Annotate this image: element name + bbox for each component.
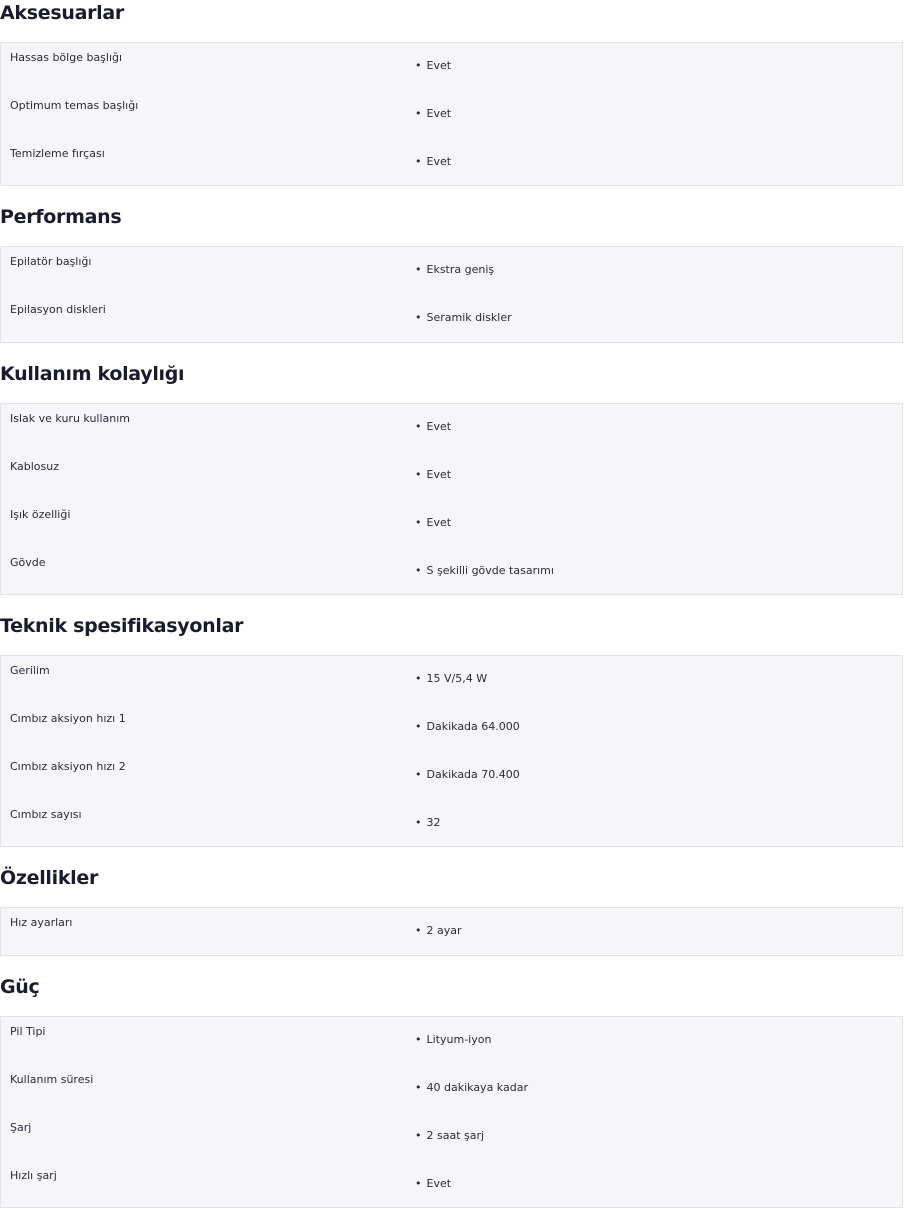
bullet-icon: • [415, 516, 422, 529]
spec-table-guc [0, 1016, 903, 1208]
spec-value-item [415, 107, 451, 120]
spec-row [1, 1017, 902, 1065]
spec-label: Işık özelliği [10, 508, 71, 521]
spec-value-item [415, 672, 487, 685]
spec-value-item [415, 59, 451, 72]
section-title-performans: Performans [0, 206, 122, 228]
spec-value: Evet [426, 1177, 452, 1190]
bullet-icon: • [415, 468, 422, 481]
spec-label: Cımbız aksiyon hızı 1 [10, 712, 126, 725]
bullet-icon: • [415, 155, 422, 168]
spec-value: 15 V/5,4 W [426, 672, 488, 685]
bullet-icon: • [415, 263, 422, 276]
bullet-icon: • [415, 672, 422, 685]
spec-table-aksesuarlar [0, 42, 903, 186]
bullet-icon: • [415, 720, 422, 733]
spec-row [1, 1065, 902, 1113]
spec-label: Temizleme fırçası [10, 147, 105, 160]
bullet-icon: • [415, 420, 422, 433]
bullet-icon: • [415, 1081, 422, 1094]
spec-row [1, 91, 902, 139]
spec-value-item [415, 1177, 451, 1190]
spec-label: Islak ve kuru kullanım [10, 412, 131, 425]
spec-value: Evet [426, 107, 452, 120]
spec-value-item [415, 155, 451, 168]
spec-row [1, 908, 902, 956]
spec-row [1, 800, 902, 848]
spec-value: Evet [426, 155, 452, 168]
section-title-guc: Güç [0, 976, 40, 998]
spec-label: Gerilim [10, 664, 50, 677]
spec-value-item [415, 468, 451, 481]
spec-value-item [415, 768, 520, 781]
spec-row [1, 43, 902, 91]
spec-value: Evet [426, 420, 452, 433]
bullet-icon: • [415, 1129, 422, 1142]
bullet-icon: • [415, 1177, 422, 1190]
spec-value: Dakikada 70.400 [426, 768, 520, 781]
spec-value: Lityum-iyon [426, 1033, 492, 1046]
spec-value: 2 ayar [426, 924, 462, 937]
spec-label: Cımbız aksiyon hızı 2 [10, 760, 126, 773]
spec-row [1, 139, 902, 187]
spec-value-item [415, 1081, 528, 1094]
spec-label: Hassas bölge başlığı [10, 51, 123, 64]
bullet-icon: • [415, 816, 422, 829]
spec-value: S şekilli gövde tasarımı [426, 564, 554, 577]
bullet-icon: • [415, 564, 422, 577]
spec-value: 32 [426, 816, 441, 829]
spec-label: Optimum temas başlığı [10, 99, 139, 112]
bullet-icon: • [415, 311, 422, 324]
spec-value: Evet [426, 516, 452, 529]
spec-label: Epilasyon diskleri [10, 303, 106, 316]
spec-row [1, 247, 902, 295]
spec-value: Dakikada 64.000 [426, 720, 520, 733]
bullet-icon: • [415, 768, 422, 781]
spec-row [1, 404, 902, 452]
spec-value: 40 dakikaya kadar [426, 1081, 528, 1094]
spec-label: Gövde [10, 556, 46, 569]
spec-value-item [415, 924, 462, 937]
spec-row [1, 656, 902, 704]
bullet-icon: • [415, 59, 422, 72]
spec-row [1, 452, 902, 500]
spec-row [1, 752, 902, 800]
spec-label: Kullanım süresi [10, 1073, 94, 1086]
spec-row [1, 1113, 902, 1161]
spec-value: Evet [426, 468, 452, 481]
spec-value-item [415, 564, 554, 577]
spec-label: Pil Tipi [10, 1025, 46, 1038]
spec-value-item [415, 816, 441, 829]
bullet-icon: • [415, 1033, 422, 1046]
section-title-kullanim-kolayligi: Kullanım kolaylığı [0, 363, 185, 385]
section-title-ozellikler: Özellikler [0, 867, 99, 889]
spec-value-item [415, 1129, 484, 1142]
spec-value: 2 saat şarj [426, 1129, 485, 1142]
spec-label: Epilatör başlığı [10, 255, 92, 268]
spec-value: Evet [426, 59, 452, 72]
spec-value-item [415, 720, 520, 733]
spec-label: Şarj [10, 1121, 32, 1134]
spec-value: Seramik diskler [426, 311, 512, 324]
spec-table-teknik-spesifikasyonlar [0, 655, 903, 847]
spec-label: Cımbız sayısı [10, 808, 82, 821]
spec-label: Hız ayarları [10, 916, 73, 929]
bullet-icon: • [415, 924, 422, 937]
spec-value-item [415, 516, 451, 529]
spec-table-ozellikler [0, 907, 903, 956]
spec-row [1, 704, 902, 752]
spec-table-performans [0, 246, 903, 343]
spec-row [1, 295, 902, 343]
spec-value-item [415, 420, 451, 433]
spec-row [1, 548, 902, 596]
spec-value-item [415, 263, 494, 276]
section-title-teknik-spesifikasyonlar: Teknik spesifikasyonlar [0, 615, 244, 637]
spec-value: Ekstra geniş [426, 263, 495, 276]
spec-table-kullanim-kolayligi [0, 403, 903, 595]
spec-label: Kablosuz [10, 460, 60, 473]
spec-row [1, 1161, 902, 1209]
bullet-icon: • [415, 107, 422, 120]
spec-label: Hızlı şarj [10, 1169, 57, 1182]
spec-row [1, 500, 902, 548]
spec-value-item [415, 311, 512, 324]
section-title-aksesuarlar: Aksesuarlar [0, 2, 124, 24]
spec-value-item [415, 1033, 491, 1046]
